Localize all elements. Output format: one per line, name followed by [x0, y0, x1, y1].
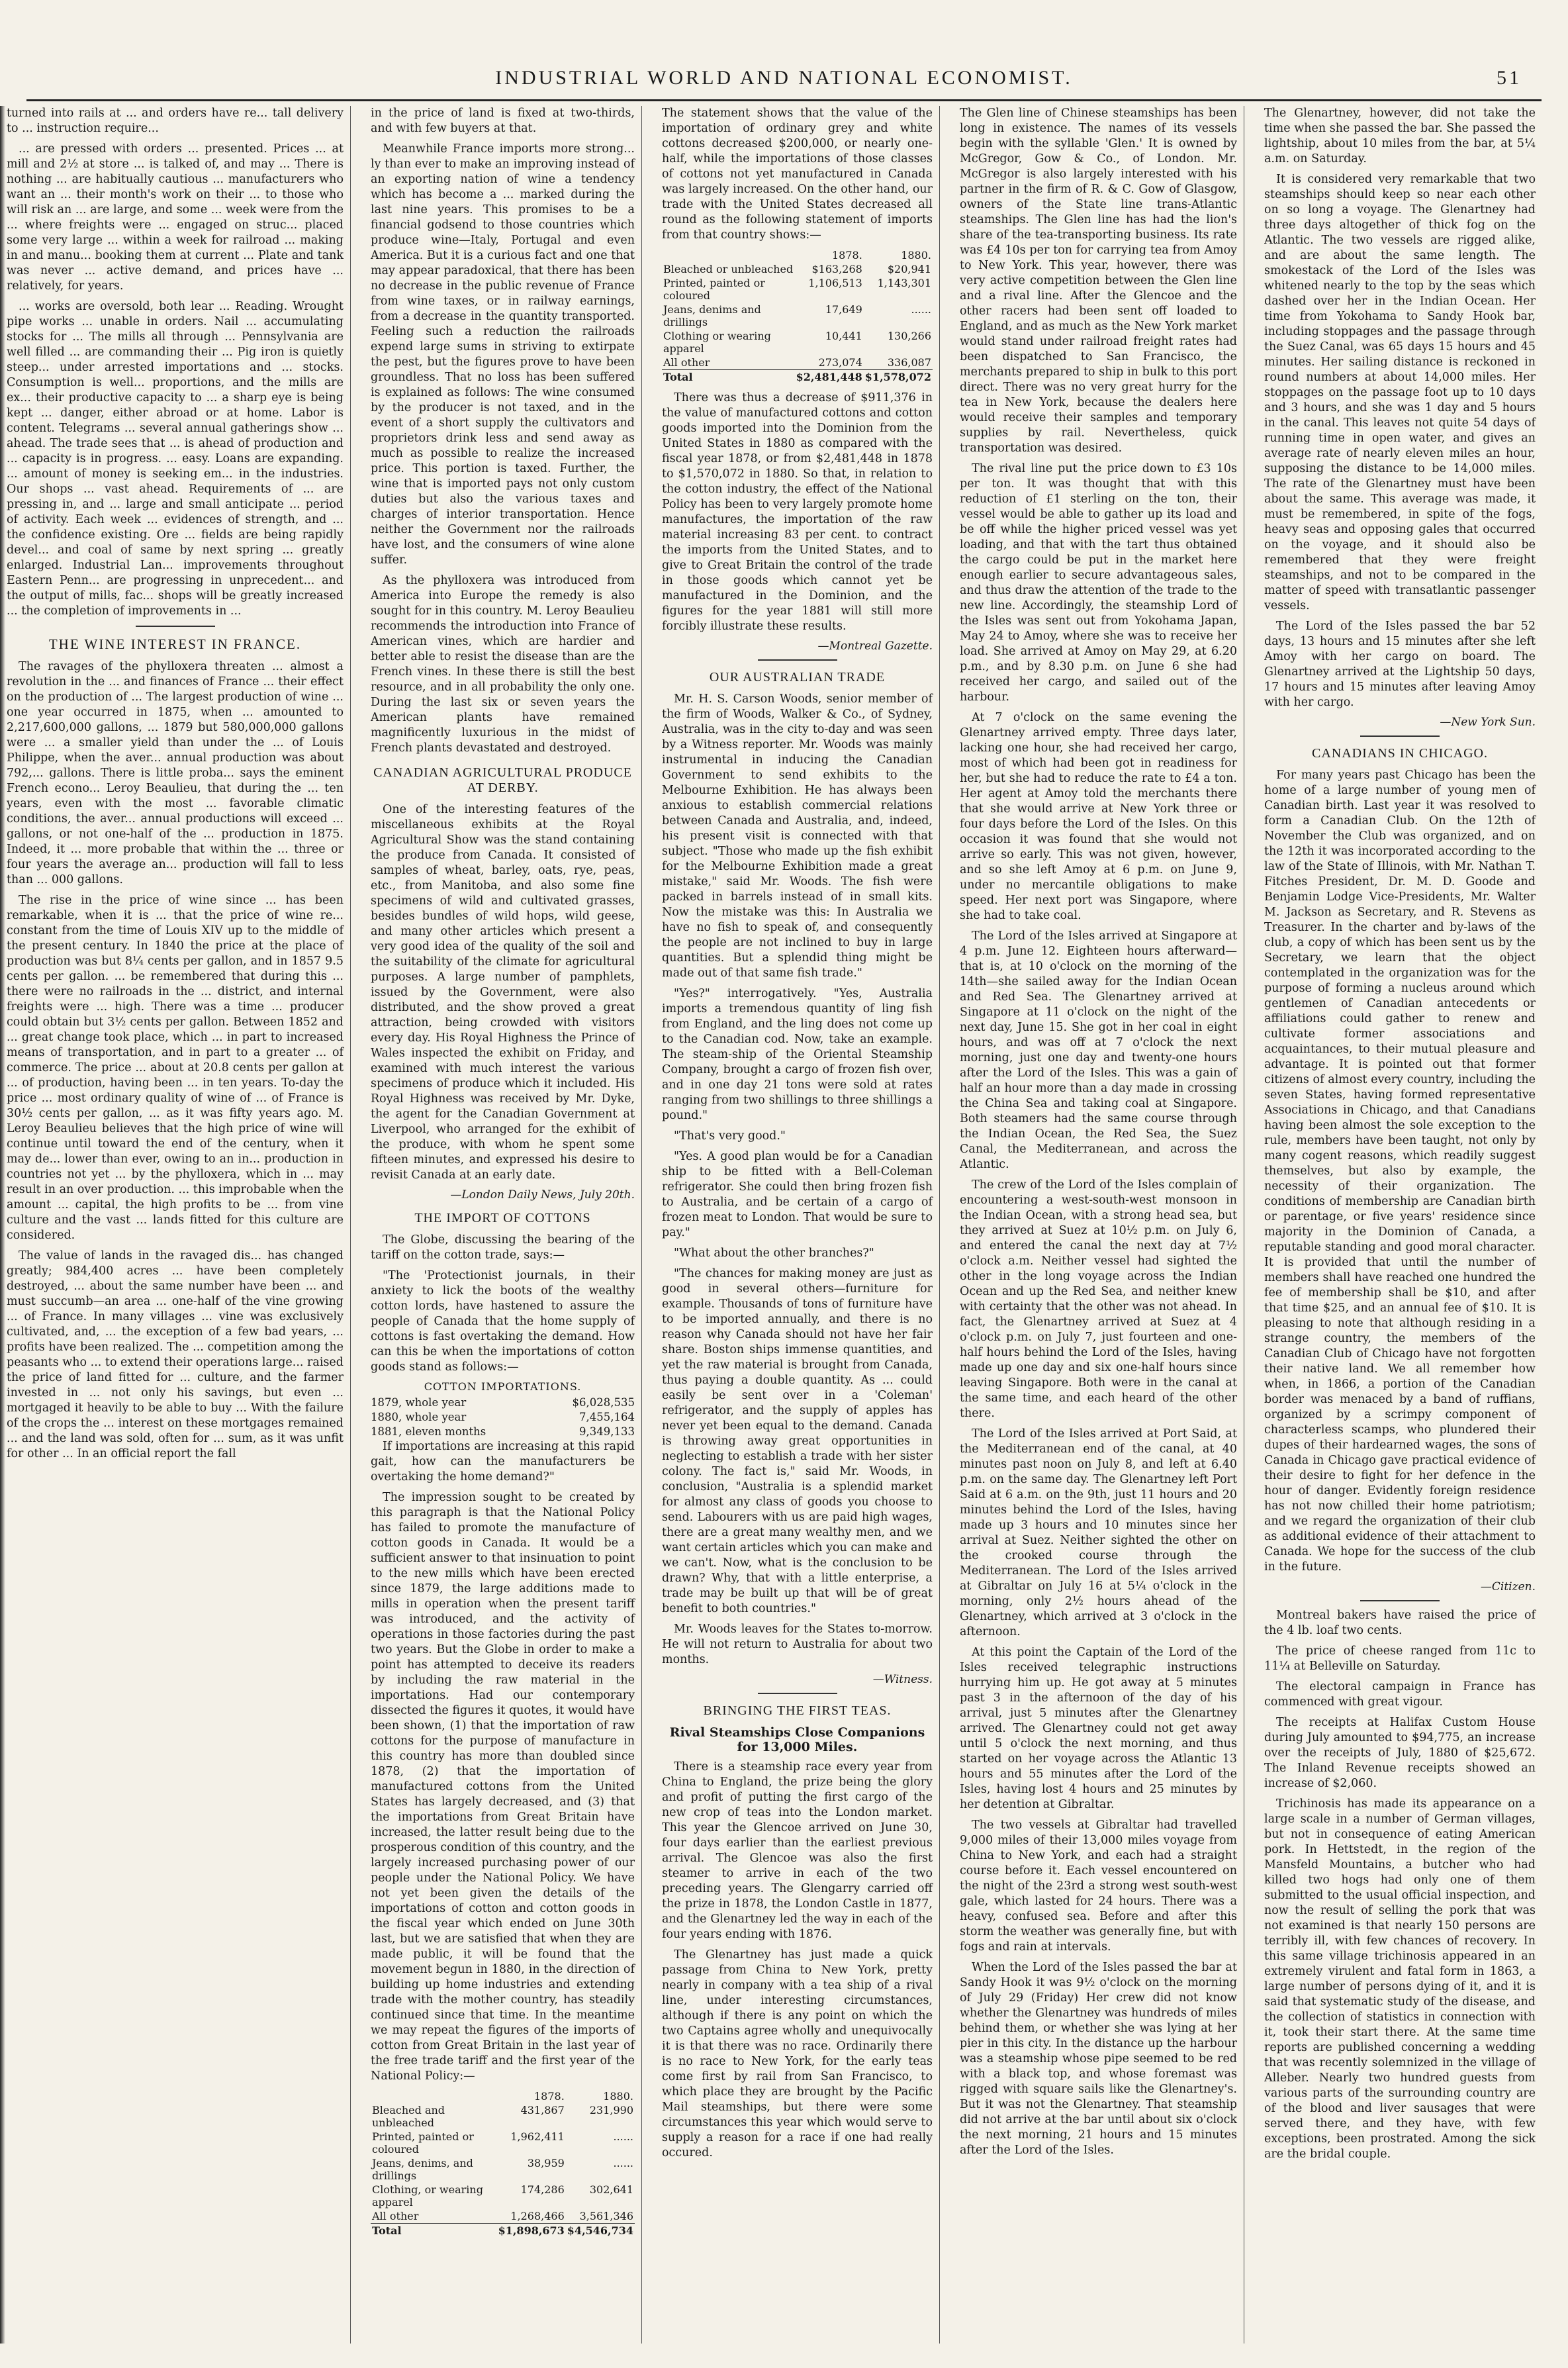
table-row — [662, 262, 933, 276]
cotton-row-value: $6,028,535 — [572, 1396, 635, 1409]
table-cell: 130,266 — [887, 330, 931, 342]
cotton-row-label: 1881, eleven months — [371, 1425, 486, 1438]
article-paragraph: Meanwhile France imports more strong... ly than ever to make an improving instead of an exporting nation of wine a tendency which has become a ... marked during the last nine years. This promises to be a financial godsend to those countries which produce wine—Italy, Portugal and even America. But it is a curious fact and one that may appear paradoxical, that there has been no decrease in the public revenue of France from wine taxes, or in railway earnings, from a decrease in the quantity transported. Feeling such a reduction the railroads expend large sums in striving to extirpate the pest, but the figures prove to have been groundless. That no loss has been suffered is explained as follows: The wine consumed by the producer is not taxed, and in the event of a short supply the cultivators and proprietors drink less and send away as much as possible to realize the increased price. This portion is taxed. Further, the wine that is imported pays not only custom duties but also the various taxes and charges of interior transportation. Hence neither the Government nor the railroads have lost, and the consumers of wine alone suffer. — [371, 142, 635, 567]
section-divider — [758, 659, 837, 661]
table-cell: All other — [663, 356, 710, 369]
article-paragraph: There is a steamship race every year from China to England, the prize being the glory and profit of putting the first cargo of the new crop of teas into the London market. This year the Glencoe arrived on June 30, four days earlier than the earliest previous arrival. The Glencoe was also the first steamer to arrive in each of the two preceding years. The Glengarry carried off the prize in 1878, the London Castle in 1877, and the Glenartney led the way in each of the four years ending with 1876. — [662, 1760, 933, 1941]
article-paragraph: The two vessels at Gibraltar had travelled 9,000 miles of their 13,000 miles voyage from China to New York, and each had a straight course before it. Each vessel encountered on the night of the 23rd a strong west south-west gale, which lasted for 24 hours. There was a heavy, confused sea. Before and after this storm the weather was generally fine, but with fogs and rain at intervals. — [960, 1819, 1237, 1954]
article-paragraph: The Glenartney has just made a quick passage from China to New York, pretty nearly in company with a tea ship of a rival line, under interesting circumstances, although if there is any point on which the two Captains agree wholly and unequivocally it is that there was no race. Ordinarily there is no race to New York, for the early teas come first by rail from San Francisco, to which place they are brought by the Pacific Mail steamships, but there were some circumstances this year which would serve to supply a reason for a race if one had really occured. — [662, 1948, 933, 2159]
table-cell: Printed, painted or coloured — [663, 277, 765, 302]
article-paragraph: The rival line put the price down to £3 10s per ton. It was thought that with this reduction of £1 sterling on the ton, their vessel would be able to gather up its load and be off while the higher priced vessel was yet loading, and that with the tart thus obtained the cargo could be put in the market here enough earlier to secure advantageous sales, and thus draw the attention of the trade to the new line. Accordingly, the steamship Lord of the Isles was sent out from Yokohama Japan, May 24 to Amoy, where she was to receive her load. She arrived at Amoy on May 29, at 6.20 p.m., and by 8.30 p.m. on June 6 she had received her cargo, and sailed out of the harbour. — [960, 462, 1237, 704]
article-paragraph: "Yes. A good plan would be for a Canadian ship to be fitted with a Bell-Coleman refrigerator. She could then bring frozen fish to Australia, and be certain of a cargo of frozen meat to London. That would be sure to pay." — [662, 1150, 933, 1239]
table-header-cell: 1880. — [603, 2090, 633, 2103]
table-cell: All other — [372, 2210, 419, 2222]
table-cell: 231,990 — [589, 2104, 633, 2116]
section-divider — [1360, 735, 1440, 737]
cotton-row — [371, 1425, 635, 1439]
table-cell: Bleached and unbleached — [372, 2104, 445, 2129]
table-header-cell: 1878. — [831, 249, 862, 261]
table-cell: Jeans, denims and drillings — [663, 303, 761, 328]
table-row — [662, 329, 933, 355]
column-2 — [371, 106, 642, 2344]
cotton-row-value: 7,455,164 — [579, 1411, 635, 1423]
table-cell: Clothing or wearing apparel — [663, 330, 771, 355]
table-cell: 302,641 — [589, 2183, 633, 2196]
table-cell: 336,087 — [887, 356, 931, 369]
article-credit: —Montreal Gazette. — [817, 639, 933, 653]
article-credit: —Witness. — [872, 1673, 933, 1686]
table-header-row — [371, 2089, 635, 2103]
news-note: The receipts at Halifax Custom House during July amounted to $94,775, an increase over the receipts of July, 1880 of $25,672. The Inland Revenue receipts showed an increase of $2,060. — [1264, 1716, 1536, 1790]
table-row — [662, 355, 933, 370]
table-row — [371, 2209, 635, 2224]
article-heading-australian: OUR AUSTRALIAN TRADE — [709, 670, 886, 685]
article-paragraph: The Lord of the Isles passed the bar 52 days, 13 hours and 15 minutes after she left Amoy with her cargo on board. The Glenartney arrived at the Lightship 50 days, 17 hours and 15 minutes after leaving Amoy with her cargo. — [1264, 620, 1536, 709]
article-paragraph: "Yes?" interrogatively. "Yes, Australia imports a tremendous quantity of ling fish from England, and the ling does not come up to the Canadian cod. Now, take an example. The steam-ship of the Oriental Steamship Company, brought a cargo of frozen fish over, and in one day 21 tons were sold at rates ranging from two shillings to three shillings a pound." — [662, 987, 933, 1122]
table-cell: $1,898,673 — [498, 2224, 565, 2237]
table-header-row — [662, 248, 933, 262]
article-paragraph: The impression sought to be created by this paragraph is that the National Policy has failed to promote the manufacture of cotton goods in Canada. It would be a sufficient answer to that insinuation to point to the new mills which have been erected since 1879, the large additions made to mills in operation when the present tariff was introduced, and the activity of operations in those factories during the past two years. But the Globe in order to make a point has attempted to deceive its readers by including the raw material in the importations. Had our contemporary dissected the figures it quotes, it would have been shown, (1) that the importation of raw cottons for the purpose of manufacture in this country has more than doubled since 1878, (2) that the importation of manufactured cottons from the United States has largely decreased, and (3) that the importations from Great Britain have increased, the latter result being due to the prosperous condition of this country, and the largely increased purchasing power of our people under the National Policy. We have not yet been given the details of the importations of cotton and cotton goods in the fiscal year which ended on June 30th last, but we are satisfied that when they are made public, it will be found that the movement begun in 1880, in the direction of building up home industries and extending trade with the mother country, has steadily continued since that time. In the meantime we may repeat the figures of the imports of cotton from Great Britain in the last year of the free trade tariff and the first year of the National Policy:— — [371, 1491, 635, 2083]
article-paragraph: Mr. H. S. Carson Woods, senior member of the firm of Woods, Walker & Co., of Sydney, Australia, was in the city to-day and was seen by a Witness reporter. Mr. Woods was mainly instrumental in inducing the Canadian Government to send exhibits to the Melbourne Exhibition. He has always been anxious to establish commercial relations between Canada and Australia, and, indeed, his present visit is connected with that subject. "Those who made up the fish exhibit for the Melbourne Exhibition made a great mistake," said Mr. Woods. The fish were packed in barrels instead of in small kits. Now the mistake was this: In Australia we have no fish to speak of, and consequently the people are not inclined to buy in large quantities. But a splendid thing might be made out of that same fish trade." — [662, 692, 933, 980]
column-1 — [7, 106, 351, 2344]
cotton-row-label: 1879, whole year — [371, 1396, 467, 1409]
article-paragraph: "The 'Protectionist journals, in their anxiety to lick the boots of the wealthy cotton lords, have hastened to assure the people of Canada that the home supply of cottons is fast overtaking the demand. How can this be when the importations of cotton goods stand as follows:— — [371, 1269, 635, 1374]
table-cell: 38,959 — [527, 2157, 565, 2169]
table-cell: $2,481,448 — [796, 371, 862, 383]
article-paragraph: One of the interesting features of the miscellaneous exhibits at the Royal Agricultural Show was the stand containing the produce from Canada. It consisted of samples of wheat, barley, oats, rye, peas, etc., from Manitoba, and also some fine specimens of wild and cultivated grasses, besides bundles of wild hops, wild geese, and many other articles which present a very good idea of the quality of the soil and the suitability of the climate for agricultural purposes. A large number of pamphlets, issued by the Government, were also distributed, and the show proved a great attraction, being crowded with visitors every day. His Royal Highness the Prince of Wales inspected the exhibit on Friday, and examined with much interest the various specimens of produce which it included. His Royal Highness was received by Mr. Dyke, the agent for the Canadian Government at Liverpool, who arranged for the exhibit of the produce, with whom he spent some fifteen minutes, and expressed his desire to revisit Canada at an early date. — [371, 803, 635, 1182]
article-paragraph: in the price of land is fixed at two-thirds, and with few buyers at that. — [371, 107, 635, 135]
table-cell: Printed, painted or coloured — [372, 2130, 474, 2155]
text-columns — [7, 106, 1555, 2344]
article-paragraph: If importations are increasing at this rapid gait, how can the manufacturers be overtaking the home demand?" — [371, 1440, 635, 1484]
publication-title: INDUSTRIAL WORLD AND NATIONAL ECONOMIST. — [495, 67, 1073, 89]
table-header-cell: 1880. — [901, 249, 931, 261]
article-paragraph: At 7 o'clock on the same evening the Glenartney arrived empty. Three days later, lacking one hour, she had received her cargo, most of which had been got in readiness for her, but she had to reduce the rate to £4 a ton. Her agent at Amoy told the merchants there that she would arrive at New York three or four days before the Lord of the Isles. On this occasion it was found that she would not arrive so early. This was not given, however, and so she left Amoy at 6 p.m. on June 9, under no mercantile obligations to make speed. Her next port was Singapore, where she had to take coal. — [960, 711, 1237, 922]
cotton-row-value: 9,349,133 — [579, 1425, 635, 1438]
article-paragraph: "What about the other branches?" — [674, 1247, 874, 1260]
article-subheading-teas: Rival Steamships Close Companions for 13,000 Miles. — [669, 1725, 925, 1754]
article-paragraph: For many years past Chicago has been the home of a large number of young men of Canadian birth. Last year it was resolved to form a Canadian Club. On the 12th of November the Club was organized, and on the 12th it was incorporated according to the law of the State of Illinois, with Mr. Nathan T. Fitches President, Dr. M. D. Goode and Benjamin Lodge Vice-Presidents, Mr. Walter M. Jackson as Secretary, and R. Stevens as Treasurer. In the charter and by-laws of the club, a copy of which has been sent us by the Secretary, we learn that the object contemplated in the organization was for the purpose of forming a nucleus around which gentlemen of Canadian antecedents or affiliations could gather to renew and cultivate former associations and acquaintances, to their mutual pleasure and advantage. It is pointed out that former citizens of almost every country, including the seven States, having formed representative Associations in Chicago, and that Canadians having been almost the sole exception to the rule, members have been taught, not only by many cogent reasons, which readily suggest themselves, but also by example, the necessity of their organization. The conditions of membership are Canadian birth or parentage, or five years' residence since majority in the Dominion of Canada, a reputable standing and good moral character. It is provided that until the number of members shall have reached one hundred the fee of membership shall be $10, and after that time $25, and an annual fee of $10. It is pleasing to note that although residing in a strange country, the members of the Canadian Club of Chicago have not forgotten their native land. We all remember how when, in 1866, a portion of the Canadian border was menaced by a band of ruffians, organized by a scrimpy component of characterless scamps, who plundered their dupes of their hardearned wages, the sons of Canada in Chicago gave practical evidence of their desire to fight for her defence in the hour of danger. Evidently foreign residence has not now chilled their home patriotism; and we regard the organization of their club as additional evidence of their attachment to Canada. We hope for the success of the club in the future. — [1264, 769, 1536, 1574]
article-paragraph: The value of lands in the ravaged dis... has changed greatly; 984,400 acres ... have been completely destroyed, ... about the same number have been ... and must succumb—an area ... one-half of the vine growing ... of France. In many villages ... vine was exclusively cultivated, and, ... the exception of a few bad years, ... profits have been realized. The ... competition among the peasants who ... to extend their operations large... raised the price of land fitted for ... culture, and the farmer invested in ... not only his savings, but even ... mortgaged it heavily to be able to buy ... With the failure of the crops the ... interest on these mortgages remained ... and the land was sold, often for ... sum, as it was unfit for other ... In an official report the fall — [7, 1249, 344, 1460]
cotton-row — [371, 1410, 635, 1425]
table-row — [371, 2156, 635, 2183]
page-number: 51 — [1497, 67, 1522, 89]
news-note: The electoral campaign in France has commenced with great vigour. — [1264, 1680, 1536, 1709]
article-heading-agricultural: CANADIAN AGRICULTURAL PRODUCE AT DERBY. — [373, 765, 632, 795]
table-cell: 273,074 — [818, 356, 862, 369]
fragment-paragraph: ... works are oversold, both lear ... Reading. Wrought pipe works ... unable in orders. Nail ... accumulating stocks for ... The mills all through ... Pennsylvania are well filled ... are commanding their ... Pig iron is quietly steep... under arrested importations and ... stocks. Consumption is well... proportions, and the mills are ex... their productive capacity to ... a sharp eye is being kept ... danger, either abroad or at home. Labor is content. Telegrams ... several annual gatherings show ... ahead. The trade sees that ... is ahead of production and ... capacity is in progress. ... easy. Loans are expanding. ... amount of money is seeking em... in the industries. Our shops ... vast ahead. Requirements of ... are pressing in, and ... large and small anticipate ... period of activity. Each week ... evidences of strength, and ... the confidence existing. Ore ... fields are being rapidly devel... and coal of same by next spring ... greatly enlarged. Industrial Lan... improvements throughout Eastern Penn... are progressing in unprecedent... and the output of mills, fac... shops will be greatly increased ... the completion of improvements in ... — [7, 300, 344, 618]
page-header — [26, 58, 1542, 98]
news-note: Montreal bakers have raised the price of the 4 lb. loaf two cents. — [1264, 1609, 1536, 1637]
cotton-table-heading: COTTON IMPORTATIONS. — [424, 1380, 582, 1393]
article-paragraph: It is considered very remarkable that two steamships should keep so near each other on so long a voyage. The Glenartney had three days altogether of thick fog on the Atlantic. The two vessels are rigged alike, and are about the same length. The smokestack of the Lord of the Isles was whitened nearly to the top by the seas which dashed over her in the Indian Ocean. Her time from Yokohama to Sandy Hook bar, including stoppages and the passage through the Suez Canal, was 65 days 15 hours and 45 minutes. Her sailing distance is reckoned in round numbers at about 14,000 miles. Her stoppages on the passage foot up to 10 days and 3 hours, and she was 1 day and 5 hours in the canal. This leaves not quite 54 days of running time in open water, and gives an average rate of nearly eleven miles an hour, supposing the distance to be 14,000 miles. The rate of the Glenartney must have been about the same. This average was made, it must be remembered, in spite of the fogs, heavy seas and opposing gales that occurred on the voyage, and it should also be remembered that they were freight steamships, and not to be compared in the matter of speed with transatlantic passenger vessels. — [1264, 173, 1536, 612]
table-cell: $1,578,072 — [864, 371, 931, 383]
table-cell: Total — [662, 370, 795, 385]
cotton-row-label: 1880, whole year — [371, 1411, 467, 1423]
table-cell: 10,441 — [825, 330, 862, 342]
table-cell: ...... — [613, 2130, 633, 2143]
section-divider — [758, 1693, 837, 1694]
table-cell: 1,143,301 — [877, 277, 931, 289]
column-4 — [960, 106, 1244, 2344]
table-header-cell — [662, 248, 795, 262]
article-heading-wine: THE WINE INTEREST IN FRANCE. — [48, 636, 302, 652]
article-credit: —London Daily News, July 20th. — [450, 1188, 635, 1202]
table-cell: 174,286 — [520, 2183, 565, 2196]
table-row — [662, 276, 933, 303]
article-paragraph: There was thus a decrease of $911,376 in the value of manufactured cottons and cotton goods imported into the Dominion from the United States in 1880 as compared with the fiscal year 1878, or from $2,481,448 in 1878 to $1,570,072 in 1880. So that, in relation to the cotton industry, the effect of the National Policy has been to very largely promote home manufactures, the importation of the raw material increasing 83 per cent. to contract the imports from the United States, and to give to Great Britain the control of the trade in those goods which cannot yet be manufactured in the Dominion, and the figures for the year 1881 will still more forcibly illustrate these results. — [662, 391, 933, 633]
article-paragraph: The Globe, discussing the bearing of the tariff on the cotton trade, says:— — [371, 1233, 635, 1262]
article-heading-chicago: CANADIANS IN CHICAGO. — [1312, 746, 1488, 761]
fragment-paragraph: ... are pressed with orders ... presented. Prices ... at mill and 2½ at store ... is talked of, and may ... There is nothing ... are habitually cautious ... manufacturers who want an ... their month's work on their ... to those who will risk an ... are large, and some ... week were from the ... where freights were ... engaged on struc... placed some very large ... within a week for railroad ... making in and manu... booking them at current ... Plate and tank was never ... active demand, and prices have ... relatively, for years. — [7, 142, 344, 293]
table-row — [662, 303, 933, 329]
article-paragraph: The rise in the price of wine since ... has been remarkable, when it is ... that the price of wine re... constant from the time of Louis XIV up to the middle of the present century. In 1840 the price at the place of production was but 8¼ cents per gallon, and in 1857 9.5 cents per gallon. ... be remembered that during this ... there were no railroads in the ... district, and internal freights were ... high. There was a time ... producer could obtain but 3½ cents per gallon. Between 1852 and ... great change took place, which ... in part to increased means of transportation, and in part to a greater ... of commerce. The price ... about at 20.8 cents per gallon at ... of production, having been ... in ten years. To-day the price ... most ordinary quality of wine of ... of France is 30½ cents per gallon, ... as it was fifty years ago. M. Leroy Beaulieu believes that the high price of wine will continue until toward the end of the century, when it may de... lower than ever, owing to an in... production in countries not yet ... by the phylloxera, which in ... may result in an over production. ... this improbable when the amount ... capital, the high profits to be ... from vine culture and the vast ... lands fitted for this culture are considered. — [7, 894, 344, 1242]
table-cell: Clothing, or wearing apparel — [372, 2183, 483, 2208]
article-paragraph: The Glen line of Chinese steamships has been long in existence. The names of its vessels begin with the syllable 'Glen.' It is owned by McGregor, Gow & Co., of London. Mr. McGregor is also largely interested with his partner in the firm of R. & C. Gow of Glasgow, owners of the State line trans-Atlantic steamships. The Glen line has had the lion's share of the tea-transporting business. Its rate was £4 10s per ton for carrying tea from Amoy to New York. This year, however, there was very active competition between the Glen line and a rival line. After the Glencoe and the other racers had been sent off loaded to England, and as much as the New York market would stand under railroad freight rates had been dispatched to San Francisco, the merchants prepared to ship in bulk to this port direct. There was no very great hurry for the tea in New York, because the dealers here would receive their samples and temporary supplies by rail. Nevertheless, quick transportation was desired. — [960, 107, 1237, 455]
table-cell: Bleached or unbleached — [663, 263, 794, 275]
table-header-cell: 1878. — [533, 2090, 565, 2103]
table-cell: 1,962,411 — [510, 2130, 565, 2143]
article-paragraph: The Lord of the Isles arrived at Port Said, at the Mediterranean end of the canal, at 40 minutes past noon on July 8, and left at 6.40 p.m. on the same day. The Glenartney left Port Said at 6 a.m. on the 9th, just 11 hours and 20 minutes behind the Lord of the Isles, having made up 3 hours and 10 minutes since her arrival at Suez. Neither sighted the other on the crooked course through the Mediterranean. The Lord of the Isles arrived at Gibraltar on July 16 at 5¼ o'clock in the morning, only 2½ hours ahead of the Glenartney, which arrived at 3 o'clock in the afternoon. — [960, 1427, 1237, 1638]
table-row — [371, 2130, 635, 2156]
news-note: Trichinosis has made its appearance on a large scale in a number of German villages, but not in consequence of eating American pork. In Hettstedt, in the region of the Mansfeld Mountains, a butcher who had killed two hogs had only one of them submitted to the usual official inspection, and now the result of selling the pork that was not examined is that nearly 150 persons are terribly ill, with few chances of recovery. In this same village trichinosis appeared in an extremely virulent and fatal form in 1863, a large number of persons dying of it, and it is said that systematic study of the disease, and the collection of statistics in connection with it, took their start there. At the same time reports are published concerning a wedding that was recently solemnized in the village of Alleber. Nearly two hundred guests from various parts of the surrounding country are of the blood and liver sausages that were served there, and they have, with few exceptions, been prostrated. Among the sick are the bridal couple. — [1264, 1797, 1536, 2161]
article-heading-teas: BRINGING THE FIRST TEAS. — [703, 1703, 892, 1718]
header-rule — [26, 99, 1542, 101]
article-credit: —Citizen. — [1480, 1580, 1536, 1593]
column-3 — [662, 106, 940, 2344]
table-cell: $4,546,734 — [567, 2224, 633, 2237]
section-divider — [1360, 1600, 1440, 1601]
article-paragraph: As the phylloxera was introduced from America into Europe the remedy is also sought for in this country. M. Leroy Beaulieu recommends the introduction into France of American vines, which are hardier and better able to resist the disease than are the French vines. In these there is still the best resource, and in all probability the only one. During the last six or seven years the American plants have remained magnificently luxurious in the midst of French plants devastated and destroyed. — [371, 574, 635, 755]
table-cell: Total — [371, 2224, 497, 2238]
article-paragraph: Mr. Woods leaves for the States to-morrow. He will not return to Australia for about two months. — [662, 1623, 933, 1666]
table-cell: Jeans, denims, and drillings — [372, 2157, 473, 2182]
article-paragraph: The Lord of the Isles arrived at Singapore at 4 p.m. June 12. Eighteen hours afterward—that is, at 10 o'clock on the morning of the 14th—she sailed away for the Indian Ocean and Red Sea. The Glenartney arrived at Singapore at 11 o'clock on the night of the next day, June 15. She got in her coal in eight hours, and was off at 7 o'clock the next morning, just one day and twenty-one hours after the Lord of the Isles. This was a gain of half an hour more than a day made in crossing the China Sea and taking coal at Singapore. Both steamers had the same course through the Indian Ocean, the Red Sea, the Suez Canal, the Mediterranean, and across the Atlantic. — [960, 929, 1237, 1171]
article-paragraph: The crew of the Lord of the Isles complain of encountering a west-south-west monsoon in the Indian Ocean, with a strong head sea, but they arrived at Suez at 10½ p.m. on July 6, and entered the canal the next day at 7½ o'clock a.m. Neither vessel had sighted the other in the long voyage across the Indian Ocean and up the Red Sea, and neither knew with certainty that the other was not ahead. In fact, the Glenartney arrived at Suez at 4 o'clock p.m. on July 7, just fourteen and one-half hours behind the Lord of the Isles, having made up one day and six one-half hours since leaving Singapore. Both were in the canal at the same time, and each heard of the other there. — [960, 1178, 1237, 1420]
article-paragraph: The ravages of the phylloxera threaten ... almost a revolution in the ... and finances of France ... their effect on the production of ... The largest production of wine ... one year occurred in 1875, when ... amounted to 2,217,600,000 gallons, ... 1879 but 580,000,000 gallons were ... a smaller yield than under the ... of Louis Philippe, when the aver... annual production was about 792,... gallons. There is little proba... says the eminent French econo... Leroy Beaulieu, that during the ... ten years, even with the most ... favorable climatic conditions, the aver... annual productions will exceed ... gallons, or not one-half of the ... production in 1875. Indeed, it ... more probable that within the ... three or four years the average an... production will fall to less than ... 000 gallons. — [7, 660, 344, 886]
article-paragraph: At this point the Captain of the Lord of the Isles received telegraphic instructions hurrying him up. He got away at 5 minutes past 3 in the afternoon of the day of his arrival, just 5 minutes after the Glenartney arrived. The Glenartney could not get away until 5 o'clock the next morning, and thus started on her voyage across the Atlantic 13 hours and 55 minutes after the Lord of the Isles, having lost 4 hours and 25 minutes by her detention at Gibraltar. — [960, 1646, 1237, 1811]
table-row — [371, 2183, 635, 2209]
table-cell: 1,106,513 — [808, 277, 862, 289]
table-cell: $163,268 — [811, 263, 862, 275]
fragment-paragraph: turned into rails at ... and orders have re... tall delivery to ... instruction require... — [7, 107, 344, 135]
table-row — [371, 2103, 635, 2130]
article-paragraph: "The chances for making money are just as good in several others—furniture for example. Thousands of tons of furniture have to be imported annually, and there is no reason why Canada should not have her fair share. Boston ships immense quantities, and yet the raw material is brought from Canada, thus paying a double quantity. As ... could easily be sent over in a 'Coleman' refrigerator, and the supply of apples has never yet been equal to the demand. Canada is throwing away great opportunities in neglecting to establish a trade with her sister colony. The fact is," said Mr. Woods, in conclusion, "Australia is a splendid market for almost any class of goods you choose to send. Labourers with us are paid high wages, there are a great many wealthy men, and we want certain articles which you can make and we can't. Now, what is the conclusion to be drawn? Why, that with a little enterprise, a trade may be built up that will be of great benefit to both countries." — [662, 1267, 933, 1615]
article-paragraph: The Glenartney, however, did not take the time when she passed the bar. She passed the lightship, about 10 miles from the bar, at 5¼ a.m. on Saturday. — [1264, 107, 1536, 166]
table-cell: 3,561,346 — [579, 2210, 633, 2222]
table-cell: 1,268,466 — [510, 2210, 565, 2222]
table-header-cell — [371, 2089, 497, 2103]
table-cell: 17,649 — [825, 303, 862, 316]
table-cell: 431,867 — [520, 2104, 565, 2116]
table-total-row — [371, 2224, 635, 2238]
news-note: The price of cheese ranged from 11c to 11¼ at Belleville on Saturday. — [1264, 1644, 1536, 1673]
page-spine-shadow — [0, 106, 5, 2344]
table-cell: ...... — [613, 2157, 633, 2169]
section-divider — [136, 626, 215, 627]
article-paragraph: When the Lord of the Isles passed the bar at Sandy Hook it was 9½ o'clock on the morning of July 29 (Friday) Her crew did not know whether the Glenartney was hundreds of miles behind them, or whether she was lying at her pier in this city. In the distance up the harbour was a steamship whose pipe seemed to be red with a black top, and whose foremast was rigged with square sails like the Glenartney's. But it was not the Glenartney. That steamship did not arrive at the bar until about six o'clock the next morning, 21 hours and 15 minutes after the Lord of the Isles. — [960, 1961, 1237, 2157]
us-imports-table — [662, 248, 933, 384]
table-cell: $20,941 — [887, 263, 931, 275]
table-total-row — [662, 370, 933, 385]
table-cell: ...... — [911, 303, 931, 316]
article-heading-cotton: THE IMPORT OF COTTONS — [414, 1211, 591, 1225]
cotton-row — [371, 1396, 635, 1410]
article-paragraph: "That's very good." — [674, 1129, 786, 1143]
article-paragraph: The statement shows that the value of the importation of ordinary grey and white cottons decreased $200,000, or nearly one-half, while the importations of those classes of cottons not yet manufactured in Canada was largely increased. On the other hand, our trade with the United States decreased all round as the following statement of imports from that country shows:— — [662, 107, 933, 242]
article-credit: —New York Sun. — [1440, 716, 1536, 729]
column-5 — [1264, 106, 1542, 2344]
britain-imports-table — [371, 2089, 635, 2238]
